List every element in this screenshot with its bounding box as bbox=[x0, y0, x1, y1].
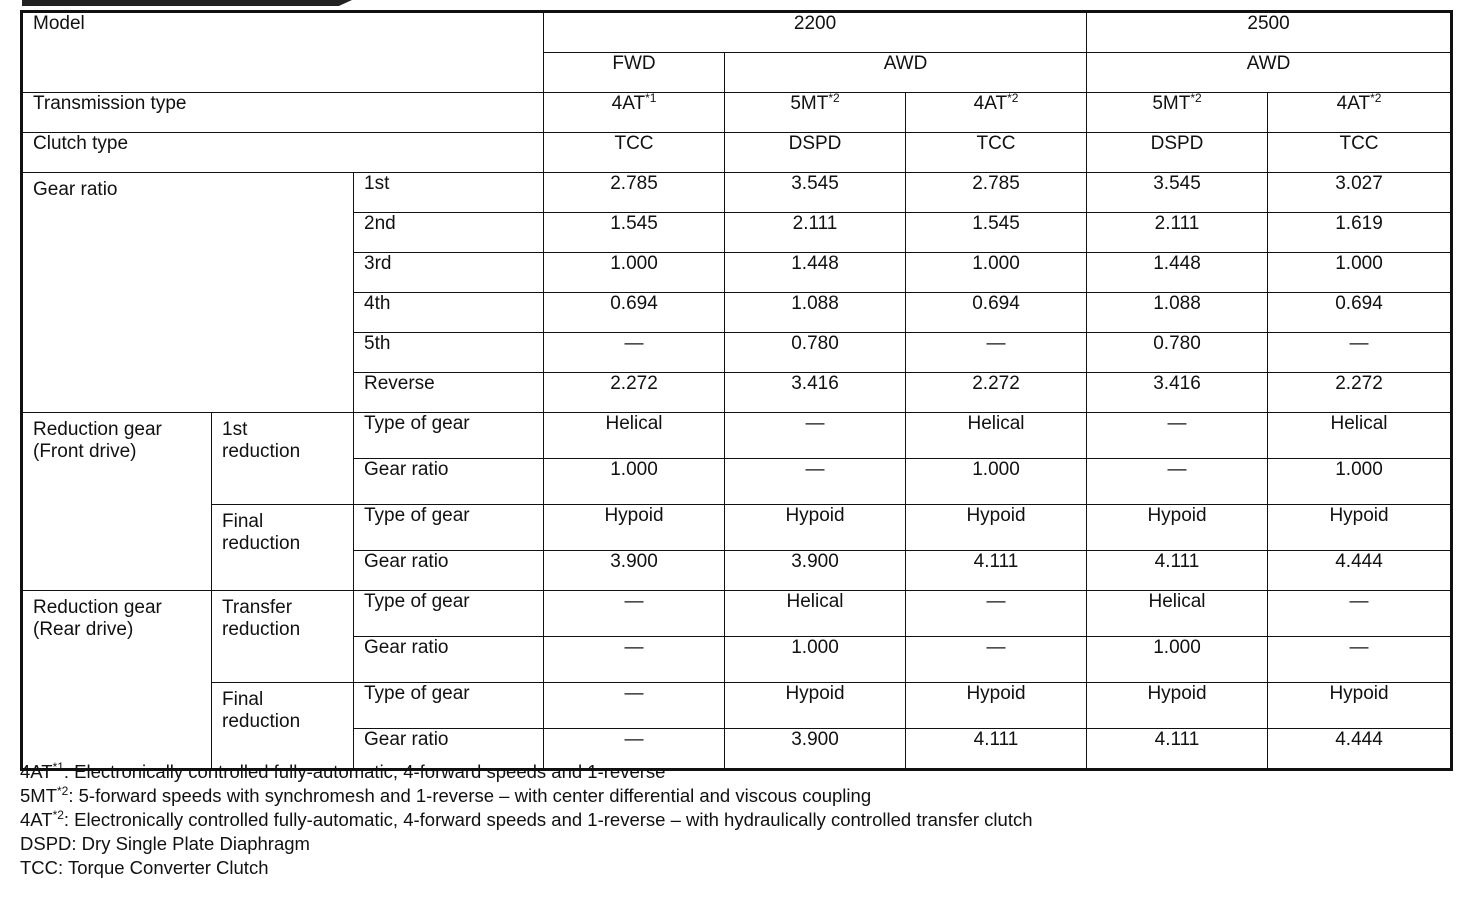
gear-label: 3rd bbox=[354, 253, 544, 293]
table-cell: 2.272 bbox=[906, 373, 1087, 413]
table-cell: 4.444 bbox=[1268, 729, 1452, 770]
table-cell: Hypoid bbox=[1087, 683, 1268, 729]
rear-final-reduction-label: Final reduction bbox=[212, 683, 354, 770]
table-cell: — bbox=[725, 459, 906, 505]
table-cell: 1.088 bbox=[725, 293, 906, 333]
table-cell: Hypoid bbox=[906, 683, 1087, 729]
table-cell: 3.027 bbox=[1268, 173, 1452, 213]
footnote: DSPD: Dry Single Plate Diaphragm bbox=[20, 833, 310, 854]
table-cell: 1.000 bbox=[544, 459, 725, 505]
table-cell: 2.272 bbox=[1268, 373, 1452, 413]
table-cell: 1.000 bbox=[1087, 637, 1268, 683]
table-cell: TCC bbox=[906, 133, 1087, 173]
section-heading-fragment bbox=[22, 0, 352, 6]
front-1st-reduction-label: 1st reduction bbox=[212, 413, 354, 505]
table-cell: Hypoid bbox=[1268, 505, 1452, 551]
table-cell: — bbox=[544, 591, 725, 637]
table-cell: TCC bbox=[544, 133, 725, 173]
front-final-type-row bbox=[22, 505, 1452, 551]
table-cell: 1.000 bbox=[1268, 253, 1452, 293]
drive-awd-2500-header: AWD bbox=[1087, 53, 1452, 93]
gear-label: 2nd bbox=[354, 213, 544, 253]
row-label: Type of gear bbox=[354, 505, 544, 551]
table-cell: Helical bbox=[544, 413, 725, 459]
table-cell: Hypoid bbox=[1087, 505, 1268, 551]
table-cell: Helical bbox=[906, 413, 1087, 459]
row-label: Type of gear bbox=[354, 683, 544, 729]
table-cell: 1.000 bbox=[544, 253, 725, 293]
footnote: TCC: Torque Converter Clutch bbox=[20, 857, 269, 878]
table-cell: 2.785 bbox=[544, 173, 725, 213]
table-cell: 4AT$^{*1}$ bbox=[544, 93, 725, 133]
table-cell: 1.545 bbox=[906, 213, 1087, 253]
front-1st-type-row bbox=[22, 413, 1452, 459]
drive-fwd-header: FWD bbox=[544, 53, 725, 93]
table-cell: Hypoid bbox=[725, 683, 906, 729]
table-cell: Helical bbox=[1268, 413, 1452, 459]
table-cell: 0.694 bbox=[906, 293, 1087, 333]
row-label: Clutch type bbox=[22, 133, 544, 173]
table-cell: 1.000 bbox=[1268, 459, 1452, 505]
table-cell: 3.545 bbox=[1087, 173, 1268, 213]
table-cell: — bbox=[906, 637, 1087, 683]
table-cell: — bbox=[544, 729, 725, 770]
row-label: Gear ratio bbox=[354, 459, 544, 505]
model-header: Model bbox=[22, 12, 544, 93]
table-cell: 3.900 bbox=[544, 551, 725, 591]
table-cell: 3.416 bbox=[725, 373, 906, 413]
table-cell: — bbox=[1268, 637, 1452, 683]
gear-label: 5th bbox=[354, 333, 544, 373]
table-cell: Hypoid bbox=[725, 505, 906, 551]
table-cell: 3.416 bbox=[1087, 373, 1268, 413]
gear-label: Reverse bbox=[354, 373, 544, 413]
gear-ratio-label: Gear ratio bbox=[22, 173, 354, 413]
table-cell: 0.780 bbox=[1087, 333, 1268, 373]
rear-transfer-type-row bbox=[22, 591, 1452, 637]
table-cell: 3.900 bbox=[725, 729, 906, 770]
rear-transfer-reduction-label: Transfer reduction bbox=[212, 591, 354, 683]
footnotes bbox=[20, 760, 1033, 880]
footnote: 4AT$^{*2}$: Electronically controlled fully-automatic, 4-forward speeds and 1-reverse – with hydraulically controlled transfer clutch bbox=[20, 808, 1033, 830]
table-cell: — bbox=[544, 333, 725, 373]
drive-awd-2200-header: AWD bbox=[725, 53, 1087, 93]
table-cell: Hypoid bbox=[544, 505, 725, 551]
table-cell: 4AT$^{*2}$ bbox=[1268, 93, 1452, 133]
model-2500-header: 2500 bbox=[1087, 12, 1452, 53]
table-cell: Helical bbox=[1087, 591, 1268, 637]
table-cell: 1.448 bbox=[725, 253, 906, 293]
table-cell: 2.785 bbox=[906, 173, 1087, 213]
table-cell: 0.694 bbox=[1268, 293, 1452, 333]
rear-drive-label: Reduction gear (Rear drive) bbox=[22, 591, 212, 770]
model-2200-header: 2200 bbox=[544, 12, 1087, 53]
row-label: Gear ratio bbox=[354, 637, 544, 683]
table-cell: — bbox=[906, 333, 1087, 373]
gear-label: 4th bbox=[354, 293, 544, 333]
transmission-type-row bbox=[22, 93, 1452, 133]
row-label: Type of gear bbox=[354, 413, 544, 459]
table-cell: — bbox=[906, 591, 1087, 637]
table-cell: DSPD bbox=[725, 133, 906, 173]
table-cell: 3.545 bbox=[725, 173, 906, 213]
table-cell: 4.111 bbox=[906, 729, 1087, 770]
table-cell: 1.088 bbox=[1087, 293, 1268, 333]
rear-final-type-row bbox=[22, 683, 1452, 729]
table-cell: 1.000 bbox=[906, 459, 1087, 505]
table-cell: 1.619 bbox=[1268, 213, 1452, 253]
table-cell: Hypoid bbox=[1268, 683, 1452, 729]
table-cell: 5MT$^{*2}$ bbox=[725, 93, 906, 133]
table-cell: 2.111 bbox=[1087, 213, 1268, 253]
row-label: Type of gear bbox=[354, 591, 544, 637]
table-cell: 2.111 bbox=[725, 213, 906, 253]
table-cell: Hypoid bbox=[906, 505, 1087, 551]
table-cell: 4.111 bbox=[1087, 729, 1268, 770]
table-cell: 1.545 bbox=[544, 213, 725, 253]
table-cell: 4.111 bbox=[906, 551, 1087, 591]
table-cell: — bbox=[1268, 591, 1452, 637]
gear-ratio-row bbox=[22, 173, 1452, 213]
front-drive-label: Reduction gear (Front drive) bbox=[22, 413, 212, 591]
table-cell: 0.780 bbox=[725, 333, 906, 373]
gear-label: 1st bbox=[354, 173, 544, 213]
table-cell: — bbox=[1268, 333, 1452, 373]
row-label: Gear ratio bbox=[354, 551, 544, 591]
table-cell: 5MT$^{*2}$ bbox=[1087, 93, 1268, 133]
row-label: Gear ratio bbox=[354, 729, 544, 770]
table-cell: 1.000 bbox=[906, 253, 1087, 293]
table-cell: 4.111 bbox=[1087, 551, 1268, 591]
footnote: 5MT$^{*2}$: 5-forward speeds with synchromesh and 1-reverse – with center differential and viscous coupling bbox=[20, 784, 872, 806]
transmission-spec-table bbox=[20, 10, 1453, 771]
row-label: Transmission type bbox=[22, 93, 544, 133]
table-cell: Helical bbox=[725, 591, 906, 637]
table-cell: — bbox=[1087, 413, 1268, 459]
table-cell: — bbox=[544, 683, 725, 729]
front-final-reduction-label: Final reduction bbox=[212, 505, 354, 591]
table-cell: — bbox=[1087, 459, 1268, 505]
table-cell: — bbox=[725, 413, 906, 459]
table-cell: 1.000 bbox=[725, 637, 906, 683]
table-cell: 4.444 bbox=[1268, 551, 1452, 591]
clutch-type-row bbox=[22, 133, 1452, 173]
table-cell: 1.448 bbox=[1087, 253, 1268, 293]
footnote: 4AT$^{*1}$: Electronically controlled fully-automatic, 4-forward speeds and 1-reverse bbox=[20, 760, 666, 782]
table-cell: 2.272 bbox=[544, 373, 725, 413]
table-cell: 0.694 bbox=[544, 293, 725, 333]
table-cell: 3.900 bbox=[725, 551, 906, 591]
table-cell: DSPD bbox=[1087, 133, 1268, 173]
header-row-model bbox=[22, 12, 1452, 53]
table-cell: 4AT$^{*2}$ bbox=[906, 93, 1087, 133]
table-cell: — bbox=[544, 637, 725, 683]
table-cell: TCC bbox=[1268, 133, 1452, 173]
